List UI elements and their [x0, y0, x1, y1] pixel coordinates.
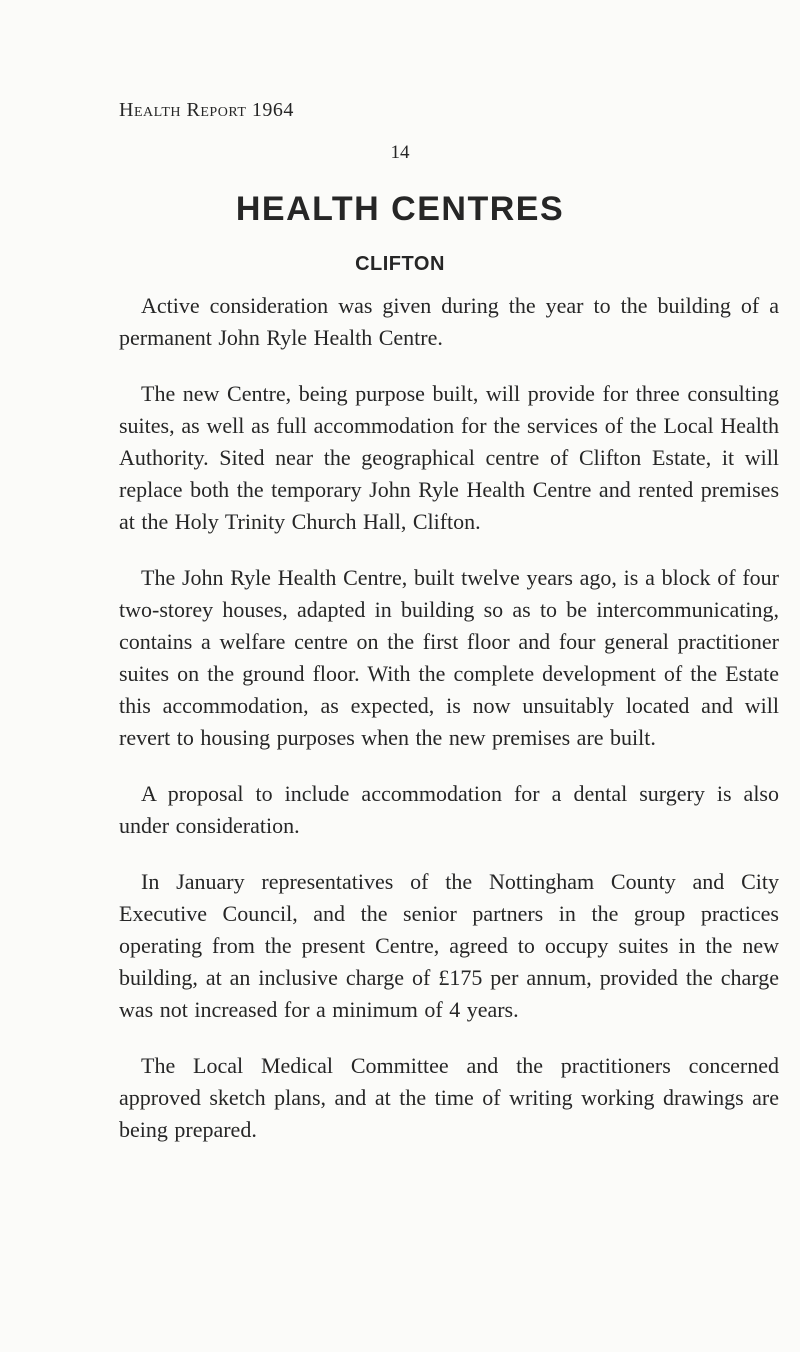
paragraph: The John Ryle Health Centre, built twelve years ago, is a block of four two-storey houses, adapted in building so as to be intercommunicating, contains a welfare centre on the first floor and four general practitioner suites on the ground floor. With the complete development of the Estate this accommodation, as expected, is now unsuitably located and will revert to housing purposes when the new premises are built.	[119, 565, 779, 750]
page-number: 14	[390, 142, 410, 163]
body-text	[119, 290, 779, 1170]
paragraph: In January representatives of the Nottingham County and City Executive Council, and the senior partners in the group practices operating from the present Centre, agreed to occupy suites in the new building, at an inclusive charge of £175 per annum, provided the charge was not increased for a minimum of 4 years.	[119, 869, 779, 1022]
paragraph: The Local Medical Committee and the practitioners concerned approved sketch plans, and at the time of writing working drawings are being prepared.	[119, 1053, 779, 1142]
paragraph: The new Centre, being purpose built, will provide for three consulting suites, as well as full accommodation for the services of the Local Health Authority. Sited near the geographical centre of Clifton Estate, it will replace both the temporary John Ryle Health Centre and rented premises at the Holy Trinity Church Hall, Clifton.	[119, 381, 779, 534]
running-head: Health Report 1964	[119, 99, 294, 121]
paragraph: A proposal to include accommodation for a dental surgery is also under consideration.	[119, 781, 779, 838]
paragraph: Active consideration was given during the year to the building of a permanent John Ryle Health Centre.	[119, 293, 779, 350]
section-subtitle: CLIFTON	[355, 253, 445, 275]
section-title: HEALTH CENTRES	[235, 190, 565, 228]
